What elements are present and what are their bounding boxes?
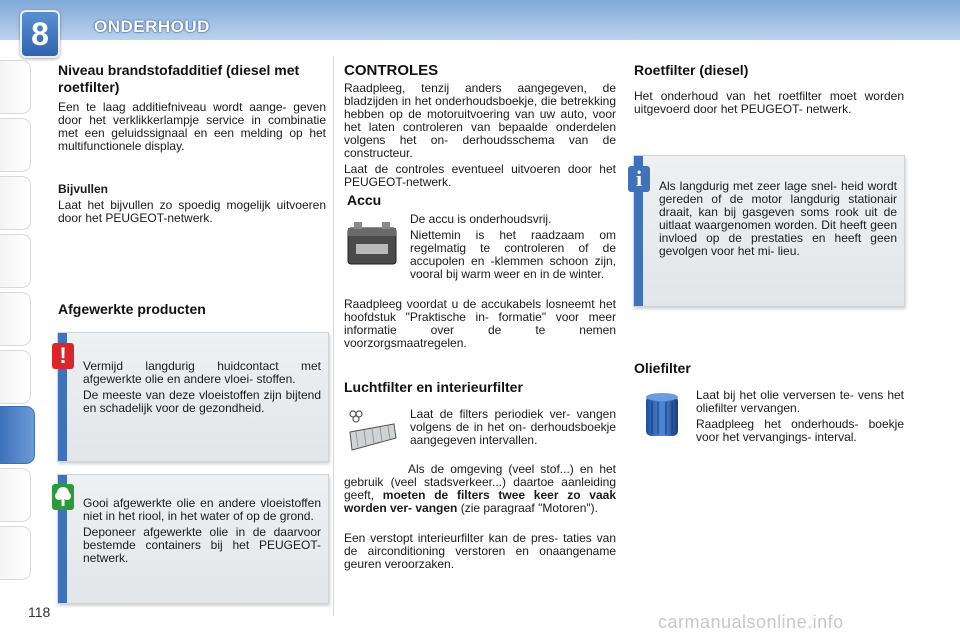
oil-filter-text xyxy=(696,389,904,447)
oil-filter-p2: Raadpleeg het onderhouds- boekje voor het vervangings- interval. xyxy=(696,417,904,444)
particle-filter-text: Het onderhoud van het roetfilter moet worden uitgevoerd door het PEUGEOT- netwerk. xyxy=(634,89,904,116)
chapter-tab-1[interactable] xyxy=(0,60,31,114)
chapter-tab-6[interactable] xyxy=(0,350,31,404)
warning-note-p2: De meeste van deze vloeistoffen zijn bijtend en schadelijk voor de gezondheid. xyxy=(83,388,321,415)
airfilter-p2-a: Als de omgeving (veel stof...) en het gebruik (veel stadsverkeer...) daartoe aanleiding geeft, xyxy=(344,462,616,502)
info-icon: i xyxy=(628,166,650,192)
chapter-tab-2[interactable] xyxy=(0,118,31,172)
controls-text xyxy=(344,82,616,192)
refill-text: Laat het bijvullen zo spoedig mogelijk uitvoeren door het PEUGEOT-netwerk. xyxy=(58,198,326,225)
oil-filter-icon xyxy=(640,390,684,440)
chapter-number-badge: 8 xyxy=(20,10,60,58)
eco-note-p1: Gooi afgewerkte olie en andere vloeistoffen niet in het riool, in het water of op de grond. xyxy=(83,496,321,523)
airfilter-title: Luchtfilter en interieurfilter xyxy=(344,379,523,395)
chapter-tab-9[interactable] xyxy=(0,526,31,580)
eco-note xyxy=(57,474,329,604)
battery-p2: Niettemin is het raadzaam om regelmatig te controleren of de accupolen en -klemmen schoon zijn, vooral bij warm weer en in de winter. xyxy=(410,228,616,281)
eco-note-body xyxy=(83,497,321,568)
oil-filter-p1: Laat bij het olie verversen te- vens het oliefilter vervangen. xyxy=(696,388,904,415)
airfilter-p2 xyxy=(344,463,616,515)
page-number: 118 xyxy=(28,604,51,620)
warning-note-body xyxy=(83,360,321,418)
watermark: carmanualsonline.info xyxy=(658,612,844,632)
airfilter-p1: Laat de filters periodiek ver- vangen volgens de in het on- derhoudsboekje aangegeven intervallen. xyxy=(410,407,616,447)
battery-p3: Raadpleeg voordat u de accukabels losneemt het hoofdstuk "Praktische in- formatie" voor meer informatie over de te nemen voorzorgsmaatregelen. xyxy=(344,297,616,350)
column-divider xyxy=(333,56,334,616)
additive-text: Een te laag additiefniveau wordt aange- geven door het verklikkerlampje service in combinatie met een geluidssignaal en een melding op het multifunctionele display. xyxy=(58,100,326,153)
airfilter-p3: Een verstopt interieurfilter kan de pres- taties van de airconditioning verstoren en onaangename geuren veroorzaken. xyxy=(344,531,616,571)
particle-filter-title: Roetfilter (diesel) xyxy=(634,62,749,78)
tree-icon xyxy=(52,484,74,510)
battery-p1: De accu is onderhoudsvrij. xyxy=(410,212,552,226)
info-note-text: Als langdurig met zeer lage snel- heid wordt gereden of de motor langdurig stationair draait, kan bij gasgeven soms rook uit de uitlaat waargenomen worden. Dit heeft geen invloed op de prestaties en heeft geen gevolgen voor het mi- lieu. xyxy=(659,179,897,258)
warning-icon: ! xyxy=(52,343,74,369)
additive-title: Niveau brandstofadditief (diesel met roetfilter) xyxy=(58,62,300,95)
oil-filter-title: Oliefilter xyxy=(634,360,691,376)
warning-note xyxy=(57,332,329,462)
airfilter-p2-bold: moeten de filters twee keer zo vaak worden ver- vangen xyxy=(344,488,616,515)
chapter-tab-8[interactable] xyxy=(0,468,31,522)
chapter-tab-4[interactable] xyxy=(0,234,31,288)
refill-title: Bijvullen xyxy=(58,182,109,196)
eco-note-p2: Deponeer afgewerkte olie in de daarvoor bestemde containers bij het PEUGEOT-netwerk. xyxy=(83,525,321,565)
warning-note-p1: Vermijd langdurig huidcontact met afgewerkte olie en andere vloei- stoffen. xyxy=(83,359,321,386)
controls-p2: Laat de controles eventueel uitvoeren door het PEUGEOT-netwerk. xyxy=(344,162,616,189)
chapter-tab-active[interactable] xyxy=(0,406,35,464)
controls-p1: Raadpleeg, tenzij anders aangegeven, de bladzijden in het onderhoudsboekje, die betrekking hebben op de motoruitvoering van uw auto, voor het laten controleren van bepaalde onderdelen volgens het on- derhoudsschema van de constructeur. xyxy=(344,81,616,160)
air-filter-icon xyxy=(344,406,400,456)
controls-title: CONTROLES xyxy=(344,62,439,79)
chapter-title: ONDERHOUD xyxy=(94,17,210,36)
chapter-tab-5[interactable] xyxy=(0,292,31,346)
chapter-tab-3[interactable] xyxy=(0,176,31,230)
battery-text xyxy=(410,213,616,284)
waste-products-title: Afgewerkte producten xyxy=(58,301,206,317)
airfilter-p2-b: (zie paragraaf "Motoren"). xyxy=(457,501,598,515)
info-note xyxy=(633,155,905,307)
battery-icon xyxy=(344,218,400,268)
battery-title: Accu xyxy=(347,192,382,208)
